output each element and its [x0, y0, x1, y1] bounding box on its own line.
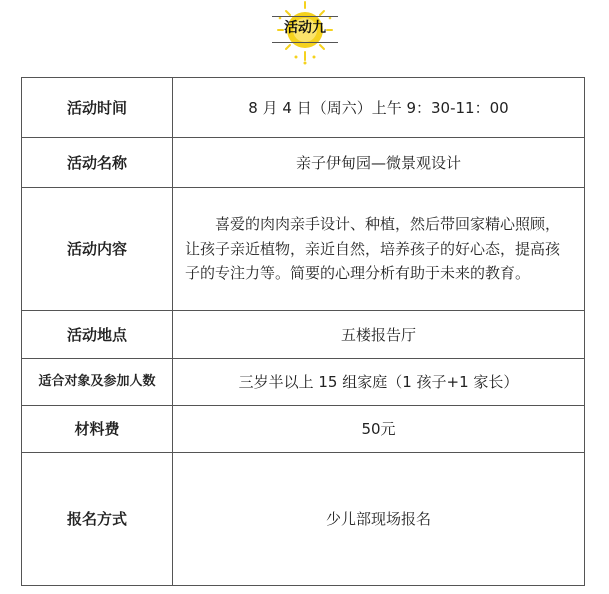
- signup-label: 报名方式: [22, 453, 173, 586]
- audience-label: 适合对象及参加人数: [22, 359, 173, 406]
- heading-bottom-rule: [272, 42, 338, 43]
- location-label: 活动地点: [22, 311, 173, 359]
- name-label: 活动名称: [22, 138, 173, 188]
- fee-value: 50元: [173, 406, 585, 453]
- signup-value: 少儿部现场报名: [173, 453, 585, 586]
- table-row-time: [22, 78, 585, 138]
- table-row-signup: [22, 453, 585, 586]
- heading-top-rule: [272, 16, 338, 17]
- table-row-name: [22, 138, 585, 188]
- fee-label: 材料费: [22, 406, 173, 453]
- time-value: 8 月 4 日（周六）上午 9：30-11：00: [173, 78, 585, 138]
- table-row-audience: [22, 359, 585, 406]
- content-value: 喜爱的肉肉亲手设计、种植，然后带回家精心照顾，让孩子亲近植物，亲近自然，培养孩子的好心态，提高孩子的专注力等。简要的心理分析有助于未来的教育。: [173, 188, 585, 311]
- table-row-fee: [22, 406, 585, 453]
- content-label: 活动内容: [22, 188, 173, 311]
- location-value: 五楼报告厅: [173, 311, 585, 359]
- table-row-location: [22, 311, 585, 359]
- table-row-content: [22, 188, 585, 311]
- name-value: 亲子伊甸园—微景观设计: [173, 138, 585, 188]
- time-label: 活动时间: [22, 78, 173, 138]
- activity-info-table: [21, 77, 585, 586]
- activity-title: 活动九: [284, 20, 326, 36]
- audience-value: 三岁半以上 15 组家庭（1 孩子+1 家长）: [173, 359, 585, 406]
- activity-heading: [260, 0, 350, 66]
